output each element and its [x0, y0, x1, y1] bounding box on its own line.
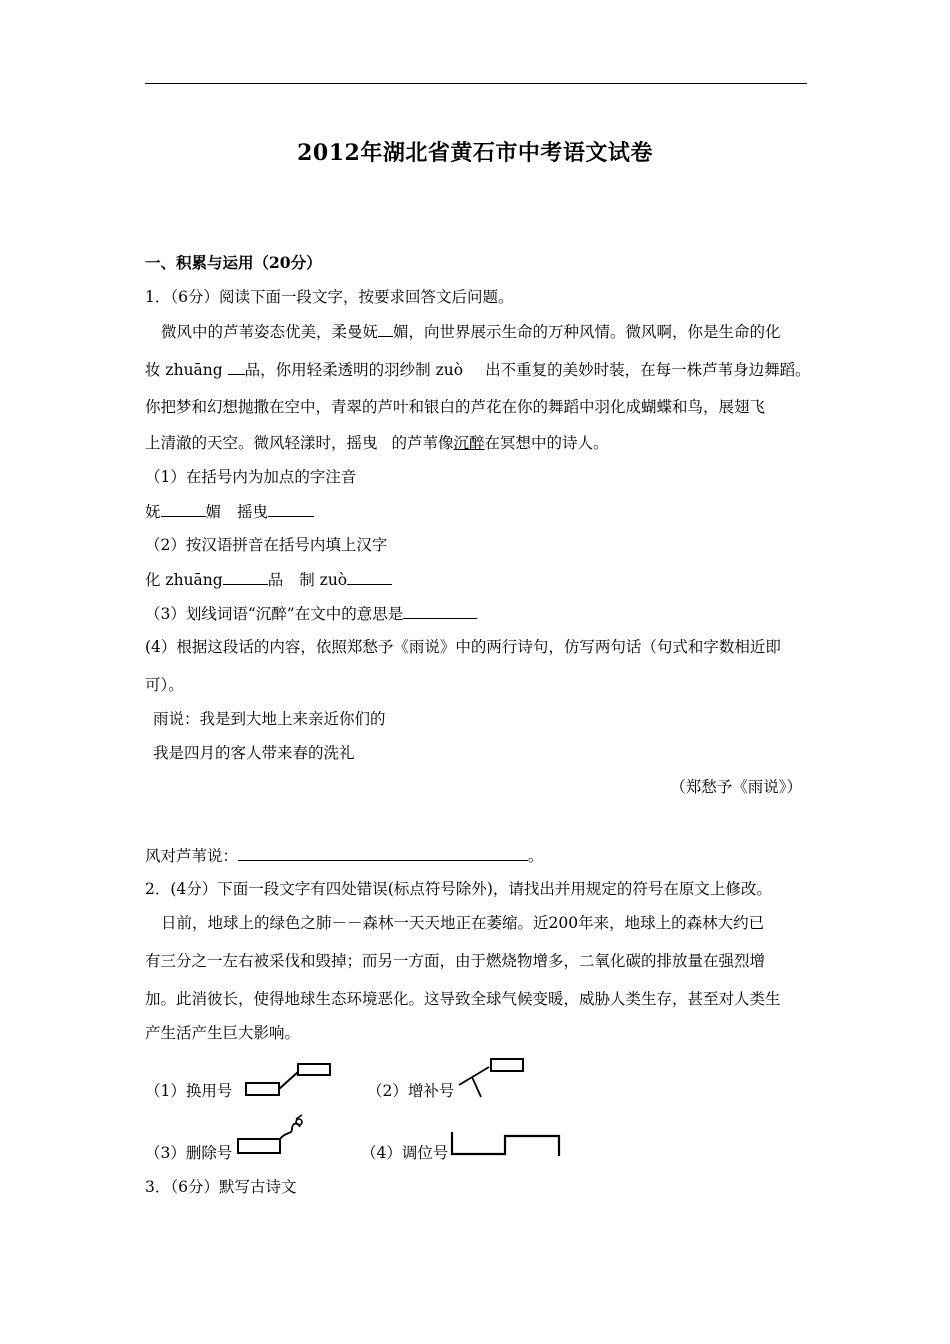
answer-suffix: 。	[528, 847, 544, 865]
q2-para-line-2: 有三分之一左右被采伐和毁掉；而另一方面，由于燃烧物增多，二氧化碳的排放量在强烈增	[145, 952, 766, 970]
word-yaoye: 摇曳	[237, 503, 269, 521]
delete-symbol-icon	[236, 1113, 308, 1159]
q1-para-l2b: 品，你用轻柔透明的羽纱制 zuò	[244, 361, 464, 379]
symbol-delete-label: （3）删除号	[145, 1144, 233, 1162]
q1-sub-4-line-2: 可）。	[145, 676, 184, 694]
poem-source: （郑愁予《雨说》）	[670, 778, 802, 796]
q1-sub-2: （2）按汉语拼音在括号内填上汉字	[145, 536, 388, 554]
q1-para-l4a: 上清澈的天空。微风轻漾时，摇曳	[145, 434, 378, 452]
replace-symbol-icon	[243, 1060, 335, 1100]
answer-prefix: 风对芦苇说：	[145, 847, 239, 865]
pinyin-zhuang: 化 zhuāng	[145, 571, 223, 589]
q1-sub-3	[145, 603, 477, 624]
q1-para-line-3: 你把梦和幻想抛撒在空中，青翠的芦叶和银白的芦花在你的舞蹈中羽化成蝴蝶和鸟，展翅飞	[145, 398, 766, 416]
q1-para-l1b: 媚，向世界展示生命的万种风情。微风啊，你是生命的化	[393, 323, 781, 341]
exam-title: 2012年湖北省黄石市中考语文试卷	[297, 140, 653, 166]
header-rule	[145, 83, 807, 84]
insert-symbol-icon	[455, 1055, 530, 1103]
poem-line-2: 我是四月的客人带来春的洗礼	[153, 744, 355, 762]
q1-sub-1: （1）在括号内为加点的字注音	[145, 468, 357, 486]
q1-sub-2-answers	[145, 569, 392, 590]
q2-para-line-1: 日前，地球上的绿色之肺－－森林一天天地正在萎缩。近200年来，地球上的森林大约已	[161, 914, 765, 932]
answer-blank[interactable]	[403, 603, 477, 619]
q3-stem: 3．（6分）默写古诗文	[145, 1178, 297, 1196]
section-1-heading: 一、积累与运用（20分）	[145, 253, 322, 272]
q2-stem: 2．(4分）下面一段文字有四处错误(标点符号除外)，请找出并用规定的符号在原文上修改。	[145, 880, 772, 898]
symbol-transpose-label: （4）调位号	[361, 1144, 449, 1162]
symbol-replace-label: （1）换用号	[145, 1082, 233, 1100]
answer-blank[interactable]	[161, 501, 206, 517]
char-wu: 妩	[145, 503, 161, 521]
answer-blank[interactable]	[238, 845, 528, 861]
blank	[378, 321, 393, 337]
q1-para-l4b: 的芦苇像	[391, 434, 454, 452]
q1-sub-4-line-1: (4）根据这段话的内容，依照郑愁予《雨说》中的两行诗句，仿写两句话（句式和字数相近即	[145, 638, 781, 656]
q1-stem: 1．（6分）阅读下面一段文字，按要求回答文后问题。	[145, 288, 514, 306]
answer-blank[interactable]	[268, 501, 314, 517]
q1-sub-3-text: （3）划线词语“沉醉”在文中的意思是	[145, 605, 404, 623]
q1-para-l1: 微风中的芦苇姿态优美，柔曼妩	[161, 323, 379, 341]
q1-para-line-4	[145, 433, 609, 453]
q1-para-l4c: 在冥想中的诗人。	[484, 434, 609, 452]
answer-blank[interactable]	[223, 569, 268, 585]
underlined-word: 沉醉	[453, 434, 485, 452]
q1-para-line-1	[161, 321, 781, 342]
q2-para-line-4: 产生活产生巨大影响。	[145, 1024, 301, 1042]
q1-para-line-2	[145, 359, 811, 380]
char-mei: 媚	[205, 503, 222, 521]
symbol-insert-label: （2）增补号	[367, 1082, 455, 1100]
blank	[228, 359, 245, 375]
pinyin-zuo: 制 zuò	[299, 571, 348, 589]
q1-sub-1-answers	[145, 501, 314, 522]
poem-line-1: 雨说：我是到大地上来亲近你们的	[153, 710, 386, 728]
q2-para-line-3: 加。此消彼长，使得地球生态环境恶化。这导致全球气候变暖，威胁人类生存，甚至对人类生	[145, 990, 781, 1008]
char-pin: 品	[267, 571, 284, 589]
q1-para-l2c: 出不重复的美妙时装，在每一株芦苇身边舞蹈。	[485, 361, 811, 379]
answer-blank[interactable]	[347, 569, 392, 585]
q1-para-l2a: 妆 zhuāng	[145, 361, 228, 379]
q1-answer-line	[145, 845, 544, 866]
transpose-symbol-icon	[449, 1130, 565, 1160]
